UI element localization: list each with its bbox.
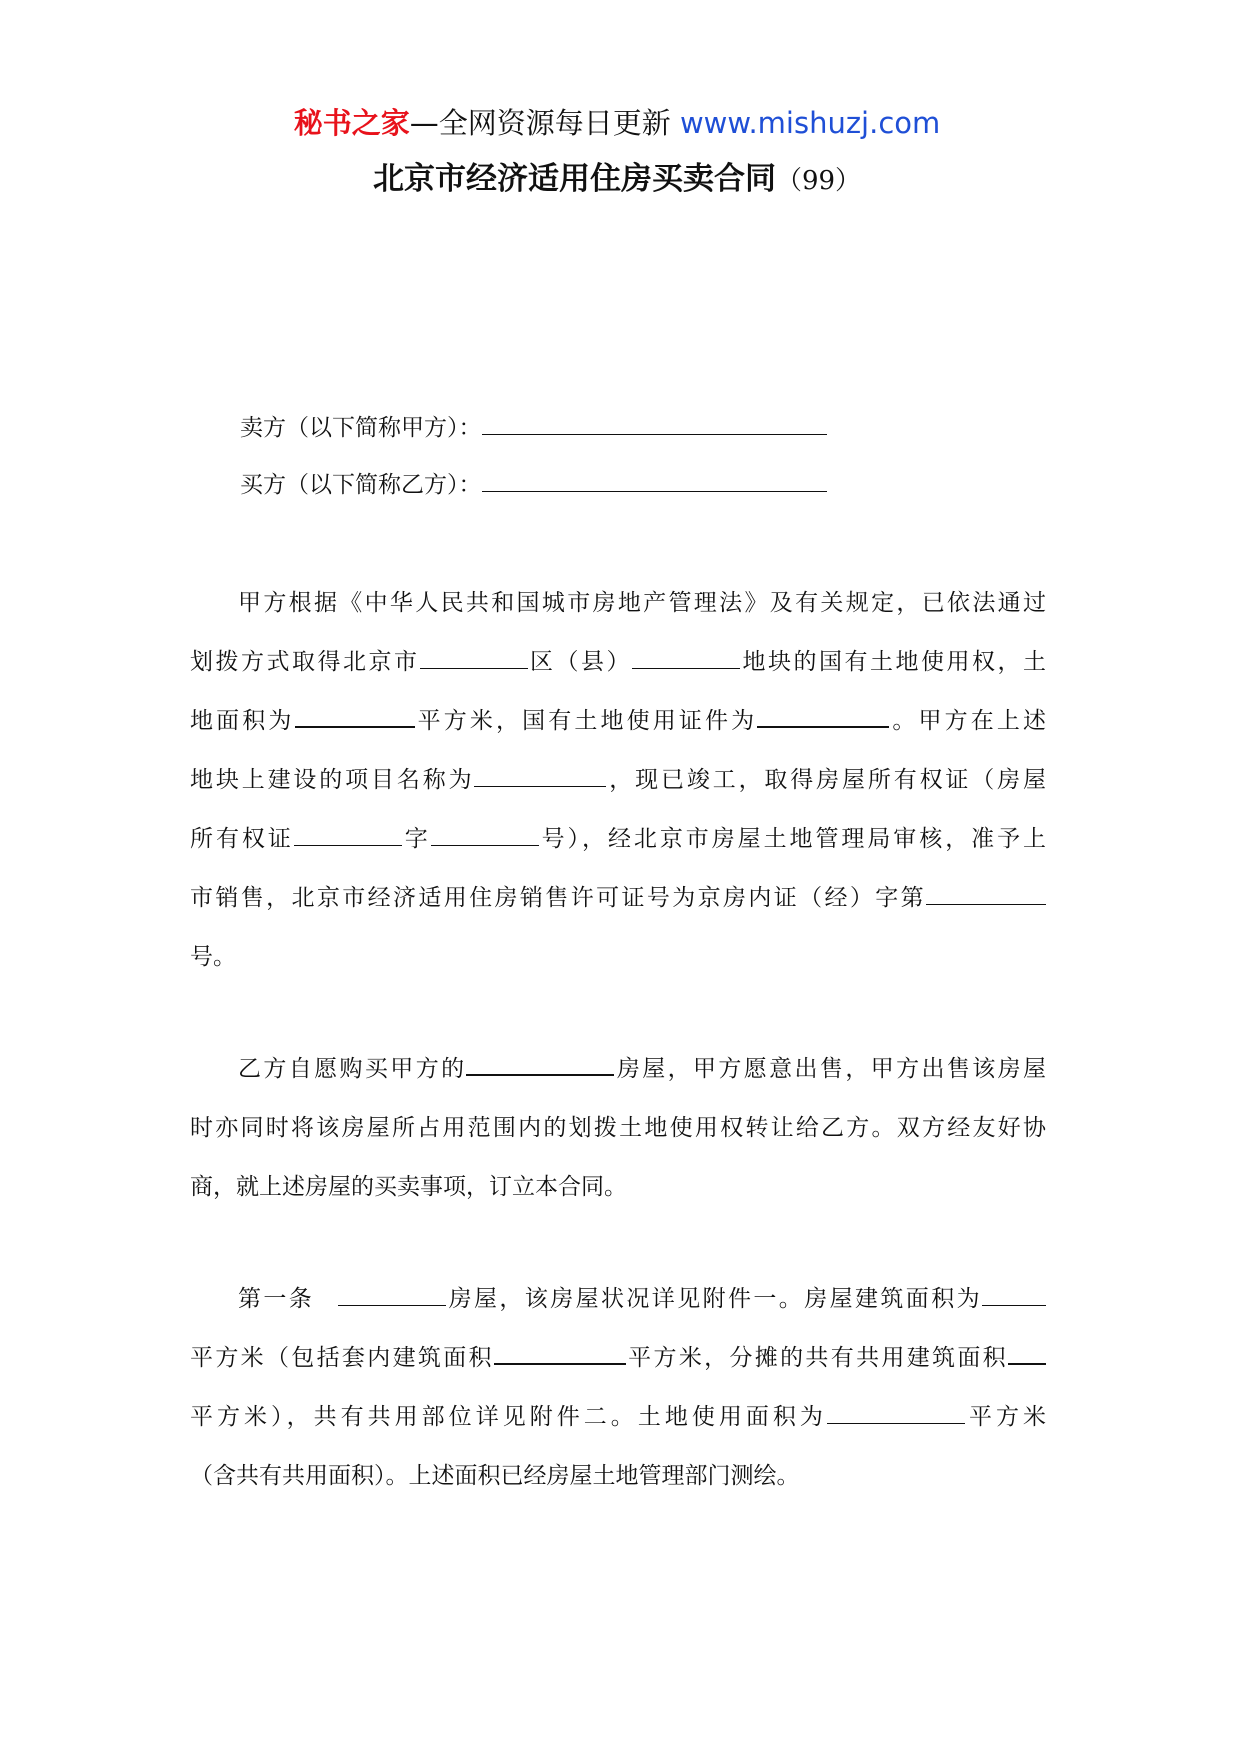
land-area-blank bbox=[295, 702, 415, 728]
text-line: 甲方根据《中华人民共和国城市房地产管理法》及有关规定，已依法通过 bbox=[238, 590, 1046, 616]
text-line: 商，就上述房屋的买卖事项，订立本合同。 bbox=[190, 1174, 627, 1200]
seller-blank bbox=[482, 410, 827, 435]
document-title bbox=[0, 158, 1234, 202]
site-header bbox=[0, 103, 1234, 143]
buyer-blank bbox=[482, 467, 827, 492]
slogan: —全网资源每日更新 bbox=[409, 106, 671, 140]
paragraph-preamble bbox=[190, 574, 1046, 987]
text-line: 乙方自愿购买甲方的 房屋，甲方愿意出售，甲方出售该房屋 bbox=[190, 1040, 1046, 1099]
house-blank bbox=[466, 1050, 614, 1076]
text-line: 市销售，北京市经济适用住房销售许可证号为京房内证（经）字第 bbox=[190, 869, 1046, 928]
text-line: 号。 bbox=[190, 944, 236, 970]
article-one bbox=[190, 1270, 1046, 1506]
shared-area-blank bbox=[1008, 1339, 1046, 1365]
text-line: 平方米（包括套内建筑面积 平方米，分摊的共有共用建筑面积 bbox=[190, 1329, 1046, 1388]
text-line: 地块上建设的项目名称为 ，现已竣工，取得房屋所有权证（房屋 bbox=[190, 751, 1046, 810]
seller-line bbox=[240, 410, 827, 444]
seller-label: 卖方（以下简称甲方）： bbox=[240, 415, 482, 441]
sales-permit-blank bbox=[926, 880, 1046, 905]
text-line: （含共有共用面积）。上述面积已经房屋土地管理部门测绘。 bbox=[190, 1463, 800, 1489]
text-line: 时亦同时将该房屋所占用范围内的划拨土地使用权转让给乙方。双方经友好协 bbox=[190, 1115, 1046, 1141]
buyer-line bbox=[240, 467, 827, 501]
text-line: 地面积为 平方米，国有土地使用证件为 。甲方在上述 bbox=[190, 692, 1046, 751]
parcel-blank bbox=[632, 644, 740, 669]
site-url[interactable]: www.mishuzj.com bbox=[679, 106, 941, 140]
paragraph-intent bbox=[190, 1040, 1046, 1217]
text-line: 划拨方式取得北京市 区（县） 地块的国有土地使用权，土 bbox=[190, 633, 1046, 692]
title-suffix: （99） bbox=[775, 166, 862, 196]
article-house-blank bbox=[338, 1281, 446, 1306]
district-blank bbox=[420, 644, 528, 669]
land-certificate-blank bbox=[757, 702, 889, 728]
article-number: 第一条 bbox=[238, 1286, 315, 1312]
inner-area-blank bbox=[494, 1339, 626, 1365]
building-area-blank bbox=[982, 1281, 1046, 1306]
ownership-cert-no-blank bbox=[431, 821, 539, 846]
title-main: 北京市经济适用住房买卖合同 bbox=[372, 161, 776, 197]
text-line: 所有权证 字 号），经北京市房屋土地管理局审核，准予上 bbox=[190, 810, 1046, 869]
text-line: 平方米），共有共用部位详见附件二。土地使用面积为 平方米 bbox=[190, 1388, 1046, 1447]
land-use-area-blank bbox=[827, 1399, 965, 1424]
ownership-cert-char-blank bbox=[294, 821, 402, 846]
buyer-label: 买方（以下简称乙方）： bbox=[240, 472, 482, 498]
project-name-blank bbox=[474, 762, 606, 787]
text-line: 第一条 房屋，该房屋状况详见附件一。房屋建筑面积为 bbox=[190, 1270, 1046, 1329]
brand-name: 秘书之家 bbox=[293, 106, 410, 140]
